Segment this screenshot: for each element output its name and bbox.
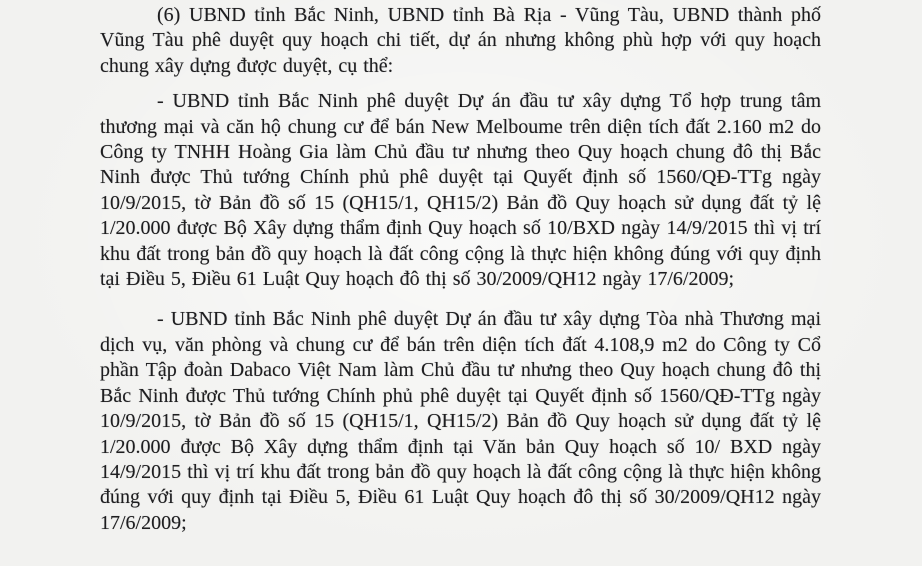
- doc-paragraph-bac-ninh-dabaco: - UBND tỉnh Bắc Ninh phê duyệt Dự án đầu tư xây dựng Tòa nhà Thương mại dịch vụ, văn phòng và chung cư để bán trên diện tích đất 4.108,9 m2 do Công ty Cổ phần Tập đoàn Dabaco Việt Nam làm Chủ đầu tư nhưng theo Quy hoạch chung đô thị Bắc Ninh được Thủ tướng Chính phủ phê duyệt tại Quyết định số 1560/QĐ-TTg ngày 10/9/2015, tờ Bản đồ số 15 (QH15/1, QH15/2) Bản đồ Quy hoạch sử dụng đất tỷ lệ 1/20.000 được Bộ Xây dựng thẩm định tại Văn bản Quy hoạch số 10/ BXD ngày 14/9/2015 thì vị trí khu đất trong bản đồ quy hoạch là đất công cộng là thực hiện không đúng với quy định tại Điều 5, Điều 61 Luật Quy hoạch đô thị số 30/2009/QH12 ngày 17/6/2009;: [100, 308, 821, 534]
- doc-paragraph-intro: (6) UBND tỉnh Bắc Ninh, UBND tỉnh Bà Rịa - Vũng Tàu, UBND thành phố Vũng Tàu phê duyệt quy hoạch chi tiết, dự án nhưng không phù hợp với quy hoạch chung xây dựng được duyệt, cụ thể:: [100, 4, 821, 77]
- doc-paragraph-bac-ninh-new-melboume: - UBND tỉnh Bắc Ninh phê duyệt Dự án đầu tư xây dựng Tổ hợp trung tâm thương mại và căn hộ chung cư để bán New Melboume trên diện tích đất 2.160 m2 do Công ty TNHH Hoàng Gia làm Chủ đầu tư nhưng theo Quy hoạch chung đô thị Bắc Ninh được Thủ tướng Chính phủ phê duyệt tại Quyết định số 1560/QĐ-TTg ngày 10/9/2015, tờ Bản đồ số 15 (QH15/1, QH15/2) Bản đồ Quy hoạch sử dụng đất tỷ lệ 1/20.000 được Bộ Xây dựng thẩm định Quy hoạch số 10/BXD ngày 14/9/2015 thì vị trí khu đất trong bản đồ quy hoạch là đất công cộng là thực hiện không đúng với quy định tại Điều 5, Điều 61 Luật Quy hoạch đô thị số 30/2009/QH12 ngày 17/6/2009;: [100, 90, 821, 291]
